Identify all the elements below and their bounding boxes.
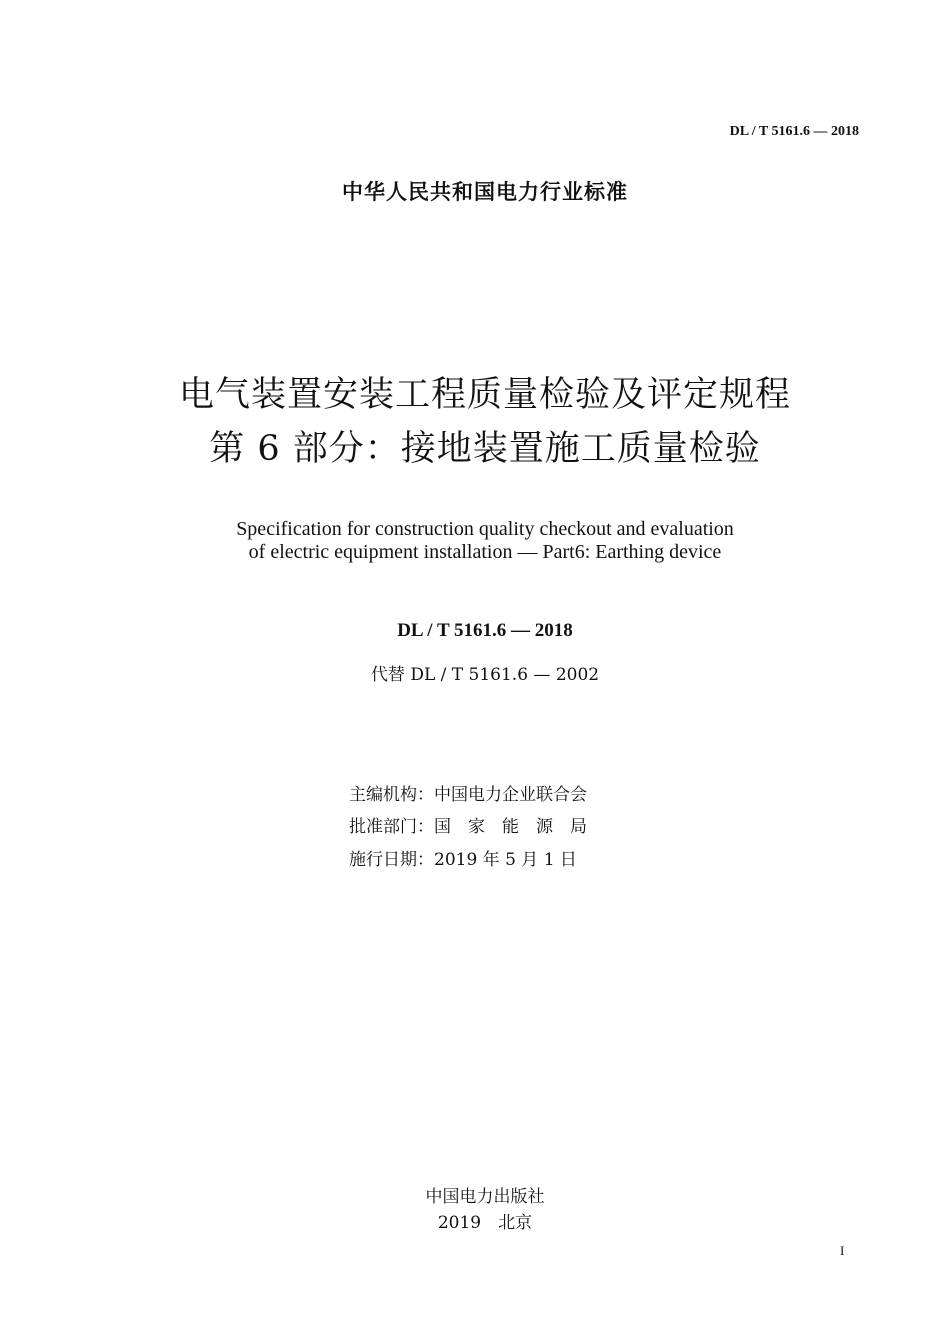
document-title-line2: 第 6 部分：接地装置施工质量检验: [209, 429, 761, 469]
document-title-line1: 电气装置安装工程质量检验及评定规程: [178, 375, 791, 415]
approver-value: 国 家 能 源 局: [434, 817, 587, 837]
publisher: 中国电力出版社: [425, 1187, 545, 1207]
effective-date-row: [349, 845, 577, 870]
page-number: I: [840, 1243, 845, 1258]
standard-code: DL / T 5161.6 — 2018: [397, 620, 573, 641]
issuing-organization: 中华人民共和国电力行业标准: [342, 180, 628, 204]
publication-year-place: 2019 北京: [437, 1213, 533, 1233]
replaces-standard: 代替 DL / T 5161.6 — 2002: [370, 665, 600, 685]
effective-date-label: 施行日期：: [349, 850, 434, 870]
approver-label: 批准部门：: [349, 817, 434, 837]
editor-value: 中国电力企业联合会: [434, 785, 587, 805]
effective-date-value: 2019 年 5 月 1 日: [434, 850, 577, 870]
english-title-line1: Specification for construction quality checkout and evaluation: [236, 518, 734, 540]
header-standard-code: DL / T 5161.6 — 2018: [729, 124, 859, 139]
editor-row: [349, 780, 587, 805]
english-title-line2: of electric equipment installation — Part6: Earthing device: [248, 541, 722, 563]
approver-row: [349, 812, 587, 837]
editor-label: 主编机构：: [349, 785, 434, 805]
